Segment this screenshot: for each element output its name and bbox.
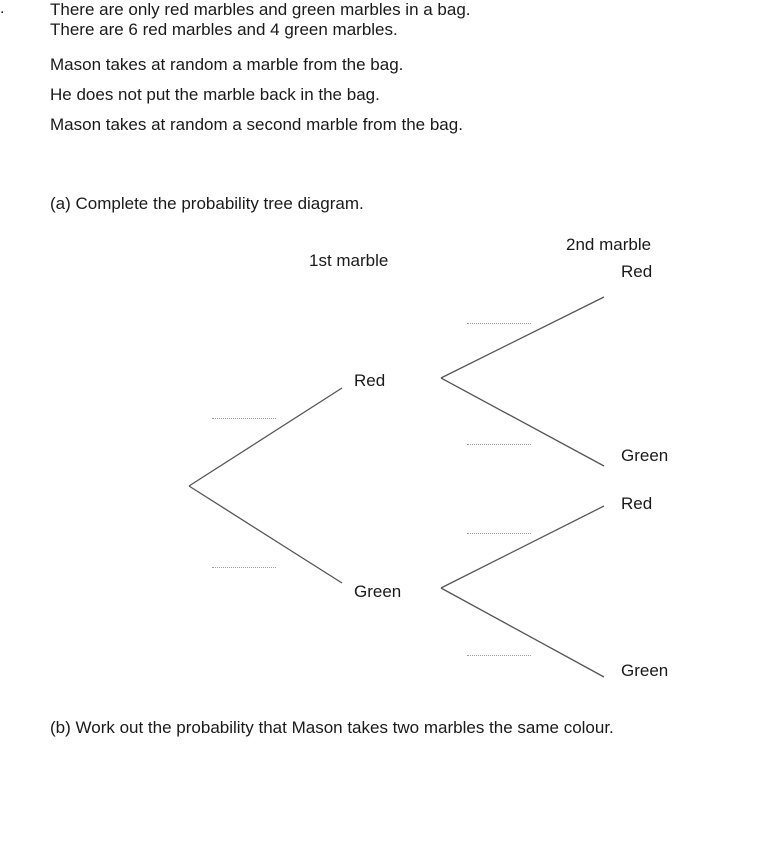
branch-red-green <box>441 378 604 466</box>
branch-red-red <box>441 297 604 378</box>
question-number-marker: . <box>0 0 5 17</box>
first-outcome-red: Red <box>354 371 386 390</box>
second-outcome-red-after-green: Red <box>621 494 653 513</box>
probability-blank-first-red[interactable] <box>212 418 276 419</box>
part-b-instruction: (b) Work out the probability that Mason takes two marbles the same colour. <box>50 718 614 737</box>
probability-blank-first-green[interactable] <box>212 567 276 568</box>
first-marble-header: 1st marble <box>309 251 389 270</box>
probability-blank-red-green[interactable] <box>467 444 531 445</box>
second-marble-header: 2nd marble <box>566 235 652 254</box>
branch-green-red <box>441 506 604 588</box>
part-a-instruction: (a) Complete the probability tree diagram. <box>50 194 364 213</box>
second-outcome-green-after-red: Green <box>621 446 669 465</box>
second-outcome-red-after-red: Red <box>621 262 653 281</box>
intro-line-1: There are only red marbles and green marbles in a bag. <box>50 0 471 19</box>
branch-first-green <box>189 486 342 583</box>
branch-green-green <box>441 588 604 677</box>
intro-line-4: He does not put the marble back in the bag. <box>50 85 380 104</box>
probability-blank-red-red[interactable] <box>467 323 531 324</box>
intro-line-5: Mason takes at random a second marble from the bag. <box>50 115 463 134</box>
intro-line-3: Mason takes at random a marble from the bag. <box>50 55 404 74</box>
intro-line-2: There are 6 red marbles and 4 green marbles. <box>50 20 398 39</box>
second-outcome-green-after-green: Green <box>621 661 669 680</box>
branch-first-red <box>189 388 342 486</box>
probability-blank-green-green[interactable] <box>467 655 531 656</box>
first-outcome-green: Green <box>354 582 402 601</box>
probability-blank-green-red[interactable] <box>467 533 531 534</box>
